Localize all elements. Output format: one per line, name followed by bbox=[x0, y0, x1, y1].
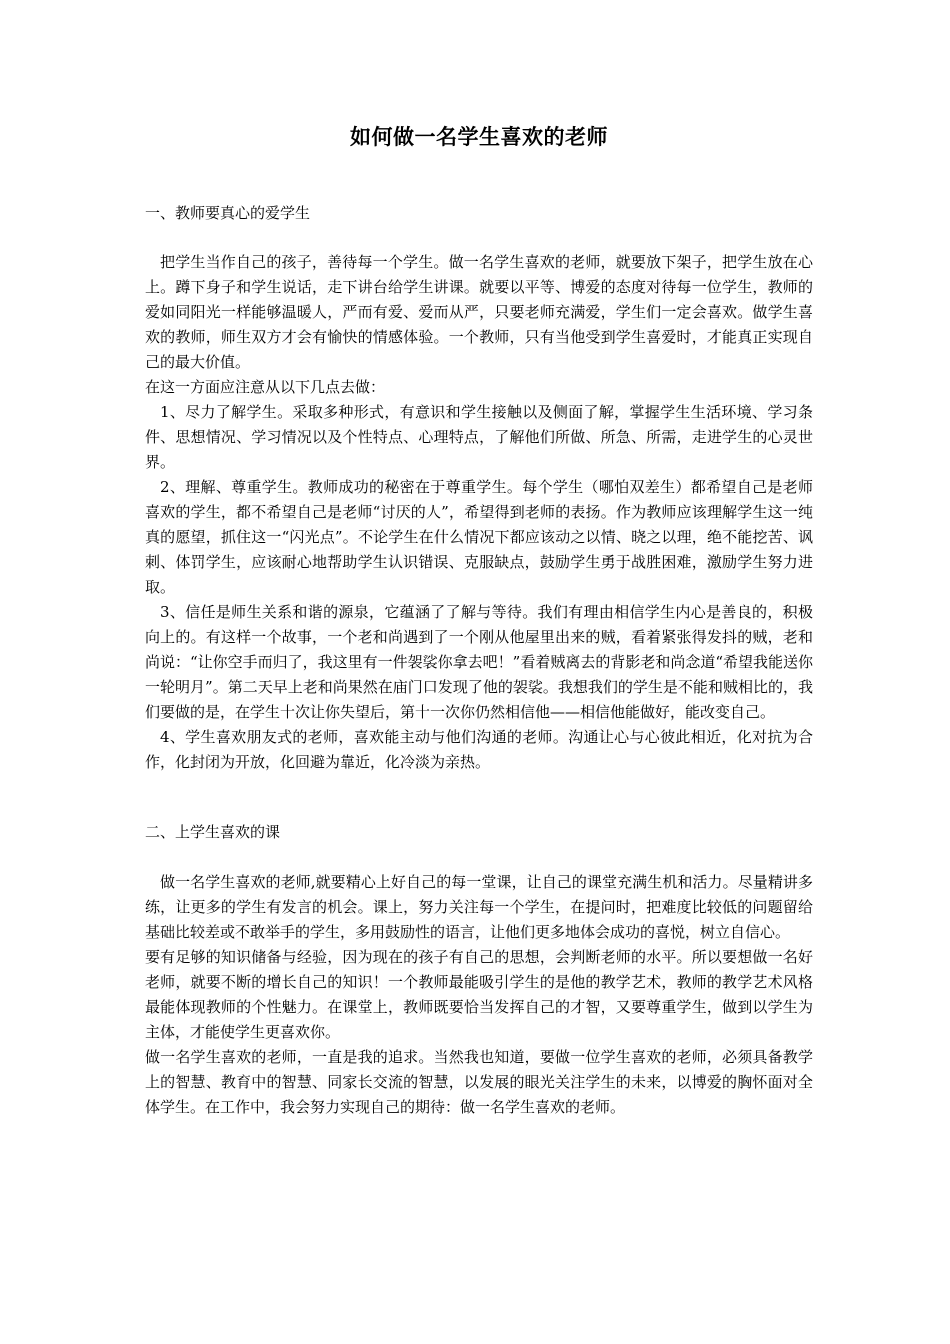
section-1-lead: 在这一方面应注意从以下几点去做： bbox=[145, 378, 386, 396]
section-2-heading: 二、上学生喜欢的课 bbox=[145, 823, 281, 841]
section-2-body bbox=[145, 870, 813, 1120]
section-1-point-2: 2、理解、尊重学生。教师成功的秘密在于尊重学生。每个学生（哪怕双差生）都希望自己是老师喜欢的学生，都不希望自己是老师“讨厌的人”，希望得到老师的表扬。作为教师应该理解学生这一纯真的愿望，抓住这一“闪光点”。不论学生在什么情况下都应该动之以情、晓之以理，绝不能挖苦、讽刺、体罚学生，应该耐心地帮助学生认识错误、克服缺点，鼓励学生勇于战胜困难，激励学生努力进取。 bbox=[145, 478, 813, 596]
section-1-body bbox=[145, 250, 813, 775]
section-2-paragraph-3: 做一名学生喜欢的老师，一直是我的追求。当然我也知道，要做一位学生喜欢的老师，必须具备教学上的智慧、教育中的智慧、同家长交流的智慧，以发展的眼光关注学生的未来，以博爱的胸怀面对全体学生。在工作中，我会努力实现自己的期待：做一名学生喜欢的老师。 bbox=[145, 1048, 813, 1116]
section-2-paragraph-2: 要有足够的知识储备与经验，因为现在的孩子有自己的思想，会判断老师的水平。所以要想做一名好老师，就要不断的增长自己的知识！一个教师最能吸引学生的是他的教学艺术，教师的教学艺术风格最能体现教师的个性魅力。在课堂上，教师既要恰当发挥自己的才智，又要尊重学生，做到以学生为主体，才能使学生更喜欢你。 bbox=[145, 948, 813, 1041]
section-1-point-3: 3、信任是师生关系和谐的源泉，它蕴涵了了解与等待。我们有理由相信学生内心是善良的，积极向上的。有这样一个故事，一个老和尚遇到了一个刚从他屋里出来的贼，看着紧张得发抖的贼，老和尚说：“让你空手而归了，我这里有一件袈裟你拿去吧！”看着贼离去的背影老和尚念道“希望我能送你一轮明月”。第二天早上老和尚果然在庙门口发现了他的袈裟。我想我们的学生是不能和贼相比的，我们要做的是，在学生十次让你失望后，第十一次你仍然相信他——相信他能做好，能改变自己。 bbox=[145, 603, 814, 721]
document-title: 如何做一名学生喜欢的老师 bbox=[350, 124, 608, 149]
section-1-heading: 一、教师要真心的爱学生 bbox=[145, 204, 311, 222]
section-1-point-4: 4、学生喜欢朋友式的老师，喜欢能主动与他们沟通的老师。沟通让心与心彼此相近，化对抗为合作，化封闭为开放，化回避为靠近，化冷淡为亲热。 bbox=[145, 728, 813, 771]
section-2-paragraph-1: 做一名学生喜欢的老师,就要精心上好自己的每一堂课，让自己的课堂充满生机和活力。尽量精讲多练，让更多的学生有发言的机会。课上，努力关注每一个学生，在提问时，把难度比较低的问题留给基础比较差或不敢举手的学生，多用鼓励性的语言，让他们更多地体会成功的喜悦，树立自信心。 bbox=[145, 873, 813, 941]
section-1-point-1: 1、尽力了解学生。采取多种形式，有意识和学生接触以及侧面了解，掌握学生生活环境、学习条件、思想情况、学习情况以及个性特点、心理特点，了解他们所做、所急、所需，走进学生的心灵世界。 bbox=[145, 403, 813, 471]
section-1-intro: 把学生当作自己的孩子，善待每一个学生。做一名学生喜欢的老师，就要放下架子，把学生放在心上。蹲下身子和学生说话，走下讲台给学生讲课。就要以平等、博爱的态度对待每一位学生，教师的爱如同阳光一样能够温暖人，严而有爱、爱而从严，只要老师充满爱，学生们一定会喜欢。做学生喜欢的教师，师生双方才会有愉快的情感体验。一个教师，只有当他受到学生喜爱时，才能真正实现自己的最大价值。 bbox=[145, 253, 813, 371]
